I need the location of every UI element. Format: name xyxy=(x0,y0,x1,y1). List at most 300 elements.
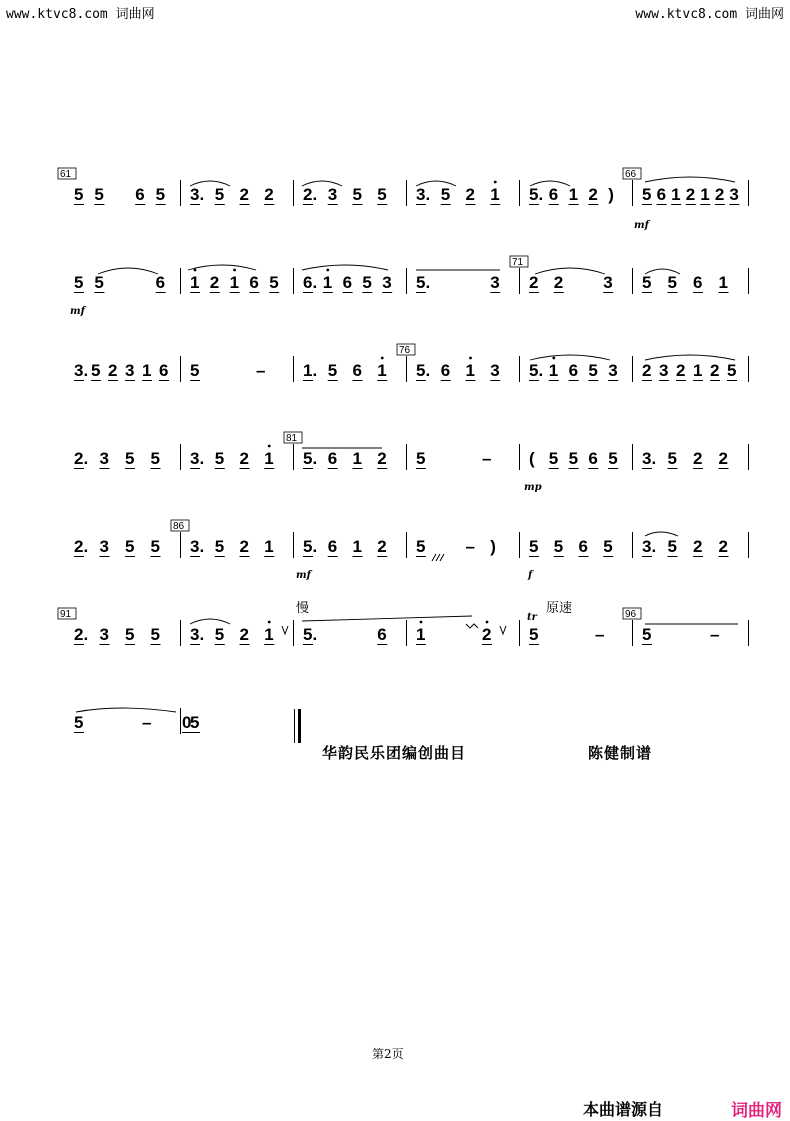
octave-dot xyxy=(420,621,423,624)
beam-line xyxy=(490,380,500,381)
beam-line xyxy=(377,644,387,645)
beam-line xyxy=(230,292,240,293)
octave-dot xyxy=(494,181,497,184)
beam-line xyxy=(190,204,200,205)
page-number: 第2页 xyxy=(372,1047,404,1061)
beam-line xyxy=(125,644,135,645)
note: 5 xyxy=(155,185,166,204)
note: 1 xyxy=(190,273,200,292)
note: 2 xyxy=(588,185,598,204)
note: 3 xyxy=(659,361,669,380)
beam-line xyxy=(94,204,104,205)
note: – xyxy=(482,449,492,468)
beam-line xyxy=(190,468,200,469)
beam-line xyxy=(264,204,274,205)
beam-line xyxy=(215,468,225,469)
beam-line xyxy=(693,556,703,557)
note: 1 xyxy=(465,361,475,380)
beam-line xyxy=(642,380,652,381)
note: ) xyxy=(490,537,496,556)
beam-line xyxy=(264,556,274,557)
dynamic-mark: mf xyxy=(296,570,311,581)
note: 2 xyxy=(718,449,728,468)
note: 5 xyxy=(214,449,225,468)
measure-number: 86 xyxy=(173,521,185,532)
note: 5 xyxy=(190,361,200,380)
note: 5 xyxy=(352,185,362,204)
note: 5 xyxy=(588,361,598,380)
note: 6 xyxy=(578,537,588,556)
beam-line xyxy=(151,644,161,645)
note: 2 xyxy=(465,185,475,204)
beam-line xyxy=(156,292,166,293)
note: 5 xyxy=(214,537,225,556)
barline xyxy=(632,532,633,558)
note: 1 xyxy=(352,449,362,468)
octave-dot xyxy=(194,269,197,272)
barline xyxy=(748,444,749,470)
beam-line xyxy=(159,380,169,381)
beam-line xyxy=(382,292,392,293)
note: 1. xyxy=(303,361,318,380)
note: 5 xyxy=(74,273,84,292)
note: 5 xyxy=(553,537,564,556)
measure-number: 96 xyxy=(625,609,637,620)
note: 5 xyxy=(150,449,160,468)
note: 5 xyxy=(548,449,559,468)
note: 2 xyxy=(685,185,696,204)
beam-line xyxy=(642,644,652,645)
beam-line xyxy=(693,380,703,381)
note: 5 xyxy=(642,625,652,644)
barline xyxy=(519,532,520,558)
beam-line xyxy=(490,292,500,293)
octave-dot xyxy=(486,621,489,624)
beam-line xyxy=(529,556,539,557)
beam-line xyxy=(353,204,363,205)
octave-dot xyxy=(552,357,555,360)
barline xyxy=(632,180,633,206)
dynamic-mark: mf xyxy=(70,306,85,317)
note: 5. xyxy=(416,361,431,380)
note: 5. xyxy=(529,185,544,204)
barline xyxy=(406,268,407,294)
beam-line xyxy=(700,204,710,205)
note: 6 xyxy=(327,449,338,468)
beam-line xyxy=(529,644,539,645)
beam-line xyxy=(569,468,579,469)
barline xyxy=(519,268,520,294)
barline xyxy=(293,620,294,646)
note: 2 xyxy=(529,273,539,292)
note: 2 xyxy=(714,185,725,204)
note: 1 xyxy=(322,273,333,292)
octave-dot xyxy=(233,269,236,272)
beam-line xyxy=(377,556,387,557)
beam-line xyxy=(377,468,387,469)
beam-line xyxy=(328,556,338,557)
beam-line xyxy=(416,644,426,645)
note: 5 xyxy=(125,625,135,644)
note: 3 xyxy=(99,537,109,556)
beam-line xyxy=(482,644,492,645)
beam-line xyxy=(343,292,353,293)
beam-line xyxy=(74,556,84,557)
beam-line xyxy=(74,644,84,645)
measure-number: 71 xyxy=(512,257,524,268)
beam-line xyxy=(303,380,313,381)
barline xyxy=(406,532,407,558)
note: 3. xyxy=(74,361,89,380)
beam-line xyxy=(657,204,667,205)
beam-line xyxy=(210,292,220,293)
note: 3. xyxy=(416,185,431,204)
note: 5 xyxy=(74,185,84,204)
beam-line xyxy=(240,204,250,205)
note: 5 xyxy=(529,537,539,556)
note: 3 xyxy=(603,273,613,292)
beam-line xyxy=(715,204,725,205)
barline xyxy=(748,532,749,558)
beam-line xyxy=(668,292,678,293)
note: 1 xyxy=(700,185,710,204)
site-header-right: www.ktvc8.com 词曲网 xyxy=(635,7,784,22)
beam-line xyxy=(693,292,703,293)
beam-line xyxy=(94,292,104,293)
note: 2 xyxy=(710,361,720,380)
note: 2 xyxy=(693,449,703,468)
note: 5 xyxy=(362,273,372,292)
barline xyxy=(519,356,520,382)
note: 5 xyxy=(440,185,451,204)
barline xyxy=(632,620,633,646)
note: 2. xyxy=(74,449,89,468)
note: 6 xyxy=(155,273,166,292)
note: ) xyxy=(608,185,614,204)
beam-line xyxy=(416,380,426,381)
note: 2. xyxy=(74,625,89,644)
note: 3 xyxy=(490,361,500,380)
dynamic-mark: mp xyxy=(524,482,542,493)
note: 5 xyxy=(125,537,135,556)
note: 5. xyxy=(529,361,544,380)
beam-line xyxy=(416,468,426,469)
barline xyxy=(180,180,181,206)
note: 2 xyxy=(377,537,387,556)
note: 5. xyxy=(303,449,318,468)
note: 3. xyxy=(190,449,205,468)
dynamic-mark: f xyxy=(528,570,533,581)
note: 5 xyxy=(608,449,618,468)
beam-line xyxy=(549,204,559,205)
beam-line xyxy=(603,556,613,557)
beam-line xyxy=(125,556,135,557)
beam-line xyxy=(659,380,669,381)
note: 5 xyxy=(74,713,84,732)
beam-line xyxy=(554,556,564,557)
transcriber-credit: 陈健制谱 xyxy=(588,744,653,762)
note: 2 xyxy=(108,361,118,380)
beam-line xyxy=(642,292,652,293)
beam-line xyxy=(377,380,387,381)
beam-line xyxy=(135,204,145,205)
beam-line xyxy=(353,468,363,469)
note: 6 xyxy=(135,185,145,204)
note: 2 xyxy=(239,449,249,468)
note: 2 xyxy=(209,273,220,292)
note: 5 xyxy=(667,449,677,468)
beam-line xyxy=(215,644,225,645)
beam-line xyxy=(642,556,652,557)
barline xyxy=(748,356,749,382)
beam-line xyxy=(416,292,426,293)
beam-line xyxy=(328,204,338,205)
measure-number: 91 xyxy=(60,609,72,620)
barline xyxy=(406,180,407,206)
note: 5 xyxy=(94,273,104,292)
beam-line xyxy=(719,468,729,469)
beam-line xyxy=(668,468,678,469)
barline xyxy=(519,620,520,646)
beam-line xyxy=(529,292,539,293)
note: 3. xyxy=(642,537,657,556)
beam-line xyxy=(264,644,274,645)
barline xyxy=(293,180,294,206)
barline xyxy=(748,180,749,206)
beam-line xyxy=(303,644,313,645)
beam-line xyxy=(529,380,539,381)
note: 6 xyxy=(588,449,598,468)
note: 1 xyxy=(264,449,274,468)
barline xyxy=(519,444,520,470)
barline xyxy=(180,268,181,294)
beam-line xyxy=(215,556,225,557)
beam-line xyxy=(441,380,451,381)
barline xyxy=(180,444,181,470)
note: 6 xyxy=(656,185,667,204)
note: 1 xyxy=(718,273,728,292)
beam-line xyxy=(240,468,250,469)
note: 5 xyxy=(667,273,677,292)
note: 6 xyxy=(548,185,559,204)
beam-line xyxy=(108,380,118,381)
beam-line xyxy=(74,292,84,293)
beam-line xyxy=(441,204,451,205)
note: 2 xyxy=(482,625,492,644)
beam-line xyxy=(142,380,152,381)
note: 5 xyxy=(416,537,426,556)
beam-line xyxy=(579,556,589,557)
barline xyxy=(180,708,181,734)
note: 1 xyxy=(490,185,500,204)
note: 5. xyxy=(416,273,431,292)
note: 5. xyxy=(303,625,318,644)
beam-line xyxy=(603,292,613,293)
note: 6 xyxy=(159,361,169,380)
beam-line xyxy=(240,556,250,557)
beam-line xyxy=(693,468,703,469)
note: 5 xyxy=(214,185,225,204)
beam-line xyxy=(125,468,135,469)
octave-dot xyxy=(268,445,271,448)
note: 6 xyxy=(377,625,387,644)
note: 6 xyxy=(342,273,353,292)
beam-line xyxy=(554,292,564,293)
note: 3 xyxy=(490,273,500,292)
notes-layer xyxy=(74,180,749,734)
barline xyxy=(748,268,749,294)
beam-line xyxy=(264,468,274,469)
octave-dot xyxy=(381,357,384,360)
beam-line xyxy=(190,380,200,381)
beam-line xyxy=(466,380,476,381)
beam-line xyxy=(377,204,387,205)
note: 2 xyxy=(264,185,274,204)
beam-line xyxy=(215,204,225,205)
note: 5 xyxy=(190,713,200,732)
note: 5 xyxy=(125,449,135,468)
note: 3 xyxy=(608,361,618,380)
beam-line xyxy=(182,732,192,733)
note: 5 xyxy=(214,625,225,644)
beam-line xyxy=(74,380,84,381)
note: 3. xyxy=(190,537,205,556)
barline xyxy=(293,532,294,558)
note: 3 xyxy=(729,185,739,204)
note: 5 xyxy=(91,361,101,380)
note: 1 xyxy=(142,361,152,380)
measure-number: 61 xyxy=(60,169,72,180)
note: 6 xyxy=(352,361,362,380)
barline xyxy=(406,356,407,382)
beam-line xyxy=(125,380,135,381)
note: 5 xyxy=(94,185,104,204)
note: 5 xyxy=(529,625,539,644)
site-header-left: www.ktvc8.com 词曲网 xyxy=(6,7,155,22)
final-barline xyxy=(294,709,301,743)
note: 6. xyxy=(303,273,318,292)
beam-line xyxy=(151,556,161,557)
beam-line xyxy=(569,380,579,381)
note: 3. xyxy=(642,449,657,468)
beam-line xyxy=(303,292,313,293)
barline xyxy=(293,444,294,470)
note: 5 xyxy=(377,185,387,204)
note: 3. xyxy=(190,625,205,644)
beam-line xyxy=(190,556,200,557)
beam-line xyxy=(151,468,161,469)
note: 1 xyxy=(264,537,274,556)
beam-line xyxy=(642,204,652,205)
note: 5 xyxy=(150,537,160,556)
barline xyxy=(180,620,181,646)
barline xyxy=(632,268,633,294)
note: 3 xyxy=(99,625,109,644)
note: 6 xyxy=(440,361,451,380)
note: 2 xyxy=(642,361,652,380)
barline xyxy=(180,356,181,382)
note: 6 xyxy=(327,537,338,556)
octave-dot xyxy=(469,357,472,360)
note: 5 xyxy=(269,273,279,292)
beam-line xyxy=(569,204,579,205)
beam-line xyxy=(588,204,598,205)
note: 2 xyxy=(553,273,564,292)
note: 5 xyxy=(642,273,652,292)
beam-line xyxy=(323,292,333,293)
beam-line xyxy=(249,292,259,293)
beam-line xyxy=(100,468,110,469)
beam-line xyxy=(362,292,372,293)
barline xyxy=(632,356,633,382)
note: 2 xyxy=(693,537,703,556)
barline xyxy=(406,444,407,470)
note: 3 xyxy=(382,273,392,292)
footer-logo: 词曲网 xyxy=(731,1101,782,1121)
note: 2 xyxy=(239,537,249,556)
note: 5 xyxy=(327,361,338,380)
beam-line xyxy=(549,468,559,469)
beam-line xyxy=(466,204,476,205)
beam-line xyxy=(190,644,200,645)
beam-line xyxy=(74,204,84,205)
note: 1 xyxy=(568,185,579,204)
note: ( xyxy=(529,449,535,468)
beam-line xyxy=(74,732,84,733)
note: 6 xyxy=(249,273,259,292)
note: 0 xyxy=(182,713,192,732)
beam-line xyxy=(74,468,84,469)
note: – xyxy=(256,361,266,380)
note: 1 xyxy=(229,273,240,292)
note: 1 xyxy=(416,625,426,644)
note: 5 xyxy=(416,449,426,468)
beam-line xyxy=(588,380,598,381)
measure-number: 66 xyxy=(625,169,637,180)
beam-line xyxy=(190,292,200,293)
barline xyxy=(519,180,520,206)
note: 5 xyxy=(150,625,160,644)
note: 5 xyxy=(642,185,652,204)
beam-line xyxy=(490,204,500,205)
barline xyxy=(180,532,181,558)
beam-line xyxy=(642,468,652,469)
barline xyxy=(748,620,749,646)
note: – xyxy=(465,537,475,556)
note: 3 xyxy=(99,449,109,468)
note: – xyxy=(710,625,720,644)
beam-line xyxy=(719,556,729,557)
beam-line xyxy=(686,204,696,205)
note: 1 xyxy=(548,361,559,380)
barline xyxy=(293,268,294,294)
note: 2. xyxy=(303,185,318,204)
beam-line xyxy=(240,644,250,645)
beam-line xyxy=(100,644,110,645)
beam-line xyxy=(328,380,338,381)
octave-dot xyxy=(326,269,329,272)
note: 2 xyxy=(377,449,387,468)
dynamic-mark: mf xyxy=(634,220,649,231)
note: 1 xyxy=(377,361,387,380)
tempo-original-mark: 原速 xyxy=(546,601,573,616)
note: 5. xyxy=(303,537,318,556)
barline xyxy=(632,444,633,470)
beam-line xyxy=(676,380,686,381)
beam-line xyxy=(416,204,426,205)
note: 5 xyxy=(667,537,677,556)
note: 6 xyxy=(568,361,579,380)
